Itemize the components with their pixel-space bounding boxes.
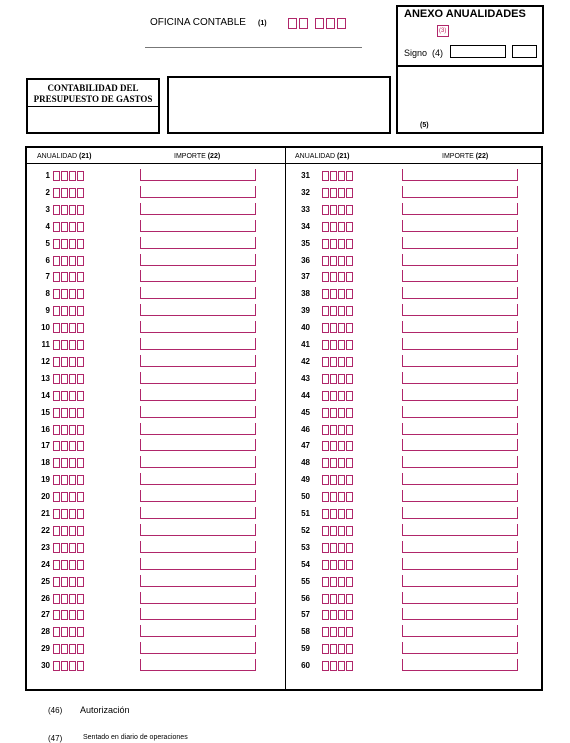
row-number: 11 [41, 340, 50, 349]
anualidad-field[interactable] [322, 390, 354, 402]
signo-ref: (4) [432, 48, 443, 58]
left-col-anualidad-header [37, 153, 91, 160]
anualidad-field[interactable] [322, 373, 354, 385]
importe-field[interactable] [402, 439, 518, 451]
anualidad-field[interactable] [322, 474, 354, 486]
row-number: 52 [301, 526, 310, 535]
anualidad-field[interactable] [322, 305, 354, 317]
row-number: 14 [41, 391, 50, 400]
row-number: 45 [301, 408, 310, 417]
importe-field[interactable] [402, 456, 518, 468]
table-row [0, 455, 570, 471]
importe-field[interactable] [402, 237, 518, 249]
importe-field[interactable] [402, 659, 518, 671]
row-number: 59 [301, 644, 310, 653]
table-row [0, 253, 570, 269]
importe-field[interactable] [402, 507, 518, 519]
table-row [0, 337, 570, 353]
left-anualidad-label: ANUALIDAD [37, 153, 78, 160]
right-anualidad-ref: (21) [337, 153, 350, 160]
anualidad-field[interactable] [322, 356, 354, 368]
anualidad-field[interactable] [322, 407, 354, 419]
row-number: 6 [45, 256, 50, 265]
importe-field[interactable] [402, 304, 518, 316]
row-number: 24 [41, 560, 50, 569]
row-number: 36 [301, 256, 310, 265]
row-number: 53 [301, 543, 310, 552]
table-row [0, 438, 570, 454]
table-row [0, 405, 570, 421]
anualidad-field[interactable] [322, 457, 354, 469]
row-number: 27 [41, 610, 50, 619]
anualidad-field[interactable] [322, 542, 354, 554]
importe-field[interactable] [402, 541, 518, 553]
table-row [0, 303, 570, 319]
right-importe-ref: (22) [475, 153, 489, 160]
right-importe-label: IMPORTE [442, 153, 474, 160]
table-row [0, 472, 570, 488]
row-number: 8 [45, 289, 50, 298]
row-number: 10 [41, 323, 50, 332]
row-number: 49 [301, 475, 310, 484]
anualidad-field[interactable] [322, 339, 354, 351]
row-number: 41 [301, 340, 310, 349]
table-row [0, 641, 570, 657]
anexo-title: ANEXO ANUALIDADES [404, 8, 526, 20]
row-number: 3 [45, 205, 50, 214]
anualidad-field[interactable] [322, 424, 354, 436]
row-number: 32 [301, 188, 310, 197]
importe-field[interactable] [402, 642, 518, 654]
row-number: 4 [45, 222, 50, 231]
row-number: 18 [41, 458, 50, 467]
ref-46: (46) [48, 706, 63, 715]
table-row [0, 185, 570, 201]
row-number: 56 [301, 594, 310, 603]
left-importe-ref: (22) [207, 153, 221, 160]
anexo-ref-field[interactable] [437, 25, 449, 37]
table-row [0, 506, 570, 522]
anualidad-field[interactable] [322, 238, 354, 250]
autorizacion-label: Autorización [80, 705, 130, 715]
anualidad-field[interactable] [322, 626, 354, 638]
middle-box[interactable] [167, 76, 391, 134]
anualidad-field[interactable] [322, 576, 354, 588]
table-header-line [27, 163, 541, 164]
row-number: 48 [301, 458, 310, 467]
anualidad-field[interactable] [322, 204, 354, 216]
anexo-ref: (3) [439, 28, 447, 34]
signo-label: Signo [404, 48, 428, 58]
importe-field[interactable] [402, 169, 518, 181]
row-number: 40 [301, 323, 310, 332]
table-row [0, 269, 570, 285]
row-number: 34 [301, 222, 310, 231]
right-col-anualidad-header [295, 153, 349, 160]
anualidad-field[interactable] [322, 322, 354, 334]
importe-field[interactable] [402, 575, 518, 587]
right-anualidad-label: ANUALIDAD [295, 153, 336, 160]
contabilidad-line1: CONTABILIDAD DEL [47, 83, 139, 93]
anualidad-field[interactable] [322, 170, 354, 182]
table-row [0, 236, 570, 252]
anualidad-field[interactable] [322, 559, 354, 571]
row-number: 12 [41, 357, 50, 366]
ref-47: (47) [48, 734, 63, 743]
anualidad-field[interactable] [322, 288, 354, 300]
importe-field[interactable] [402, 203, 518, 215]
contabilidad-divider [28, 106, 158, 107]
row-number: 31 [301, 171, 310, 180]
row-number: 9 [45, 306, 50, 315]
table-row [0, 624, 570, 640]
table-row [0, 591, 570, 607]
row-number: 33 [301, 205, 310, 214]
importe-field[interactable] [402, 321, 518, 333]
row-number: 39 [301, 306, 310, 315]
table-row [0, 557, 570, 573]
table-row [0, 489, 570, 505]
table-row [0, 422, 570, 438]
row-number: 51 [301, 509, 310, 518]
anualidad-field[interactable] [322, 525, 354, 537]
row-number: 50 [301, 492, 310, 501]
importe-field[interactable] [402, 389, 518, 401]
importe-field[interactable] [402, 490, 518, 502]
row-number: 1 [45, 171, 50, 180]
row-number: 58 [301, 627, 310, 636]
row-number: 47 [301, 441, 310, 450]
office-label: OFICINA CONTABLE [150, 17, 246, 28]
anualidad-field[interactable] [322, 609, 354, 621]
table-row [0, 523, 570, 539]
anualidad-field[interactable] [322, 440, 354, 452]
office-code-field[interactable] [288, 15, 348, 33]
table-row [0, 320, 570, 336]
anualidad-field[interactable] [322, 660, 354, 672]
importe-field[interactable] [402, 558, 518, 570]
row-number: 17 [41, 441, 50, 450]
row-number: 16 [41, 425, 50, 434]
row-number: 38 [301, 289, 310, 298]
row-number: 46 [301, 425, 310, 434]
importe-field[interactable] [402, 473, 518, 485]
table-row [0, 286, 570, 302]
importe-field[interactable] [402, 287, 518, 299]
row-number: 60 [301, 661, 310, 670]
importe-field[interactable] [402, 254, 518, 266]
row-number: 20 [41, 492, 50, 501]
anualidad-field[interactable] [322, 255, 354, 267]
importe-field[interactable] [402, 338, 518, 350]
row-number: 26 [41, 594, 50, 603]
table-row [0, 540, 570, 556]
table-row [0, 371, 570, 387]
table-row [0, 168, 570, 184]
row-number: 28 [41, 627, 50, 636]
importe-field[interactable] [402, 270, 518, 282]
office-underline [145, 47, 362, 48]
anualidad-field[interactable] [322, 491, 354, 503]
row-number: 21 [41, 509, 50, 518]
row-number: 13 [41, 374, 50, 383]
table-row [0, 388, 570, 404]
row-number: 25 [41, 577, 50, 586]
importe-field[interactable] [402, 186, 518, 198]
importe-field[interactable] [402, 220, 518, 232]
signo-field-1[interactable] [450, 45, 506, 58]
anualidad-field[interactable] [322, 593, 354, 605]
row-number: 54 [301, 560, 310, 569]
row-number: 55 [301, 577, 310, 586]
ref-5: (5) [420, 122, 429, 129]
importe-field[interactable] [402, 406, 518, 418]
contabilidad-line2: PRESUPUESTO DE GASTOS [33, 94, 153, 104]
table-row [0, 607, 570, 623]
importe-field[interactable] [402, 592, 518, 604]
anualidad-field[interactable] [322, 271, 354, 283]
sentado-label: Sentado en diario de operaciones [83, 734, 188, 741]
row-number: 37 [301, 272, 310, 281]
table-row [0, 202, 570, 218]
anualidad-field[interactable] [322, 221, 354, 233]
box-5 [396, 65, 544, 134]
row-number: 19 [41, 475, 50, 484]
row-number: 29 [41, 644, 50, 653]
anualidad-field[interactable] [322, 643, 354, 655]
anualidad-field[interactable] [322, 187, 354, 199]
row-number: 43 [301, 374, 310, 383]
signo-field-2[interactable] [512, 45, 537, 58]
importe-field[interactable] [402, 524, 518, 536]
table-row [0, 219, 570, 235]
table-row [0, 574, 570, 590]
importe-field[interactable] [402, 608, 518, 620]
row-number: 30 [41, 661, 50, 670]
office-ref: (1) [258, 20, 267, 27]
importe-field[interactable] [402, 355, 518, 367]
row-number: 15 [41, 408, 50, 417]
right-col-importe-header [442, 153, 488, 160]
table-row [0, 354, 570, 370]
row-number: 22 [41, 526, 50, 535]
row-number: 35 [301, 239, 310, 248]
importe-field[interactable] [402, 625, 518, 637]
left-col-importe-header [174, 153, 220, 160]
row-number: 42 [301, 357, 310, 366]
row-number: 2 [45, 188, 50, 197]
row-number: 5 [45, 239, 50, 248]
row-number: 57 [301, 610, 310, 619]
row-number: 44 [301, 391, 310, 400]
row-number: 23 [41, 543, 50, 552]
importe-field[interactable] [402, 372, 518, 384]
importe-field[interactable] [402, 423, 518, 435]
row-number: 7 [45, 272, 50, 281]
table-row [0, 658, 570, 674]
left-importe-label: IMPORTE [174, 153, 206, 160]
anualidad-field[interactable] [322, 508, 354, 520]
left-anualidad-ref: (21) [79, 153, 92, 160]
